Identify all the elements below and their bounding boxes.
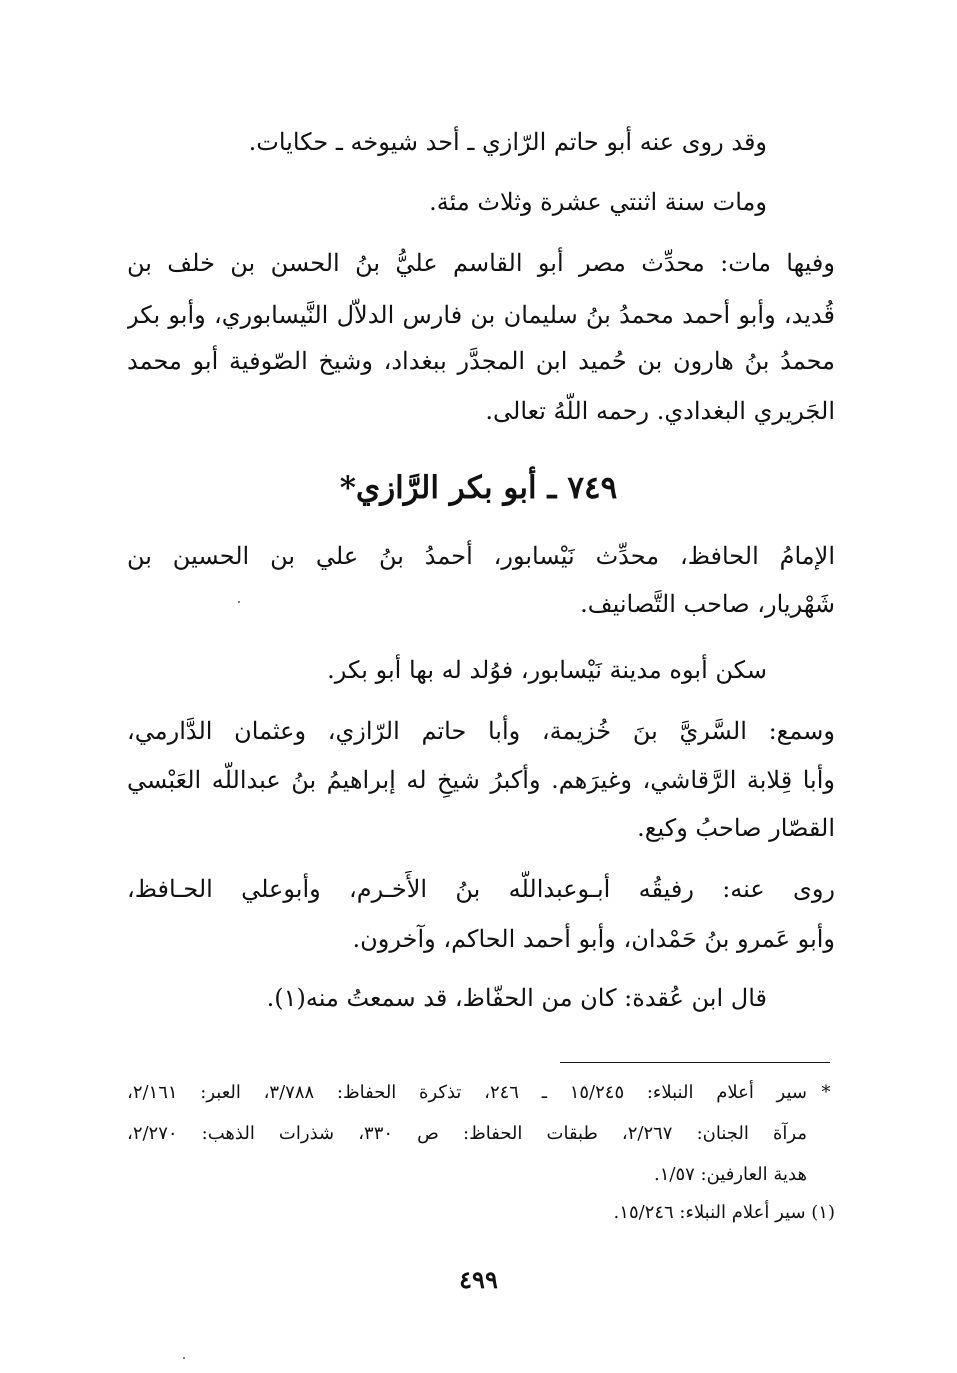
text-line: روى عنه: رفيقُه أبـوعبداللَّه بنُ الأَخـرم، وأبوعلي الحـافظ، [127, 875, 835, 903]
text-line: شَهْريار، صاحب التَّصانيف. [580, 590, 835, 618]
footnote-star-marker: * [821, 1082, 831, 1103]
entry-heading: ٧٤٩ ـ أبو بكر الرَّازي* [339, 470, 618, 506]
text-line: وسمع: السَّريَّ بنَ خُزيمة، وأبا حاتم الرّازي، وعثمان الدَّارمي، [127, 717, 835, 745]
text-line: القصّار صاحبُ وكيع. [637, 814, 835, 842]
text-line: قال ابن عُقدة: كان من الحفّاظ، قد سمعتُ منه(١). [266, 984, 767, 1012]
text-line: وأبو عَمرو بنُ حَمْدان، وأبو أحمد الحاكم، وآخرون. [352, 925, 835, 953]
text-line: وقد روى عنه أبو حاتم الرّازي ـ أحد شيوخه ـ حكايات. [248, 128, 767, 156]
page-number: ٤٩٩ [459, 1265, 498, 1294]
footnote-line: هدية العارفين: ١/٥٧. [653, 1164, 807, 1185]
scan-speck [238, 601, 240, 603]
text-line: الإمامُ الحافظ، محدِّث نَيْسابور، أحمدُ بنُ علي بن الحسين بن [127, 542, 835, 570]
text-line: وأبا قِلابة الرَّقاشي، وغيرَهم. وأكبرُ شيخٍ له إبراهيمُ بنُ عبداللَّه العَبْسي [127, 766, 835, 794]
footnote-line: مرآة الجنان: ٢/٢٦٧، طبقات الحفاظ: ص ٣٣٠، شذرات الذهب: ٢/٢٧٠، [127, 1123, 807, 1144]
text-line: سكن أبوه مدينة نَيْسابور، فوُلد له بها أبو بكر. [327, 656, 767, 684]
text-line: قُديد، وأبو أحمد محمدُ بنُ سليمان بن فارس الدلاّل النَّيسابوري، وأبو بكر [127, 301, 835, 329]
footnote-separator [560, 1062, 830, 1063]
text-line: ومات سنة اثنتي عشرة وثلاث مئة. [429, 188, 767, 216]
text-line: محمدُ بنُ هارون بن حُميد ابن المجدَّر ببغداد، وشيخ الصّوفية أبو محمد [127, 347, 835, 375]
text-line: وفيها مات: محدِّث مصر أبو القاسم عليُّ بنُ الحسن بن خلف بن [127, 249, 835, 277]
text-line: الجَريري البغدادي. رحمه اللَّهُ تعالى. [485, 397, 835, 425]
scan-speck [183, 1357, 185, 1359]
footnote-line: سير أعلام النبلاء: ١٥/٢٤٥ ـ ٢٤٦، تذكرة الحفاظ: ٣/٧٨٨، العبر: ٢/١٦١، [127, 1082, 807, 1103]
footnote-note-1: (١) سير أعلام النبلاء: ١٥/٢٤٦. [613, 1202, 835, 1223]
